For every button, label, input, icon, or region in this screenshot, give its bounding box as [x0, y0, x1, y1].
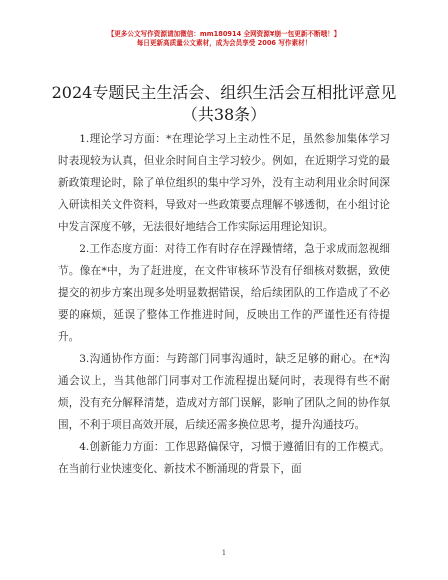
document-title: 2024专题民主生活会、组织生活会互相批评意见（共38条）: [51, 83, 397, 124]
promo-banner: [0, 30, 448, 48]
paragraph-2: 2.工作态度方面：对待工作有时存在浮躁情绪，急于求成而忽视细节。像在*中，为了赶进度，在文件审核环节没有仔细核对数据，致使提交的初步方案出现多处明显数据错误，给后续团队的工作造成了不必要的麻烦，延误了整体工作推进时间，反映出工作的严谨性还有待提升。: [58, 243, 390, 343]
paragraph-4: 4.创新能力方面：工作思路偏保守，习惯于遵循旧有的工作模式。在当前行业快速变化、新技术不断涌现的背景下，面: [58, 441, 390, 475]
promo-line-1: 【更多公文写作资源请加微信：mm180914 全网资源¥崩一包更新不断哦！】: [107, 30, 341, 38]
promo-line-2: 每日更新高质量公文素材，成为会员享受 2006 写作素材！: [136, 39, 312, 47]
document-body: [58, 128, 390, 480]
paragraph-3: 3.沟通协作方面：与跨部门同事沟通时，缺乏足够的耐心。在*沟通会议上，当其他部门同事对工作流程提出疑问时，表现得有些不耐烦，没有充分解释清楚，造成对方部门误解，影响了团队之间的协作氛围，不利于项目高效开展，后续还需多换位思考，提升沟通技巧。: [58, 353, 390, 431]
paragraph-1: 1.理论学习方面：*在理论学习上主动性不足，虽然参加集体学习时表现较为认真，但业余时间自主学习较少。例如，在近期学习党的最新政策理论时，除了单位组织的集中学习外，没有主动利用业余时间深入研读相关文件资料，导致对一些政策要点理解不够透彻，在小组讨论中发言深度不够，无法很好地结合工作实际运用理论知识。: [58, 133, 390, 233]
page-number: 1: [221, 549, 227, 557]
